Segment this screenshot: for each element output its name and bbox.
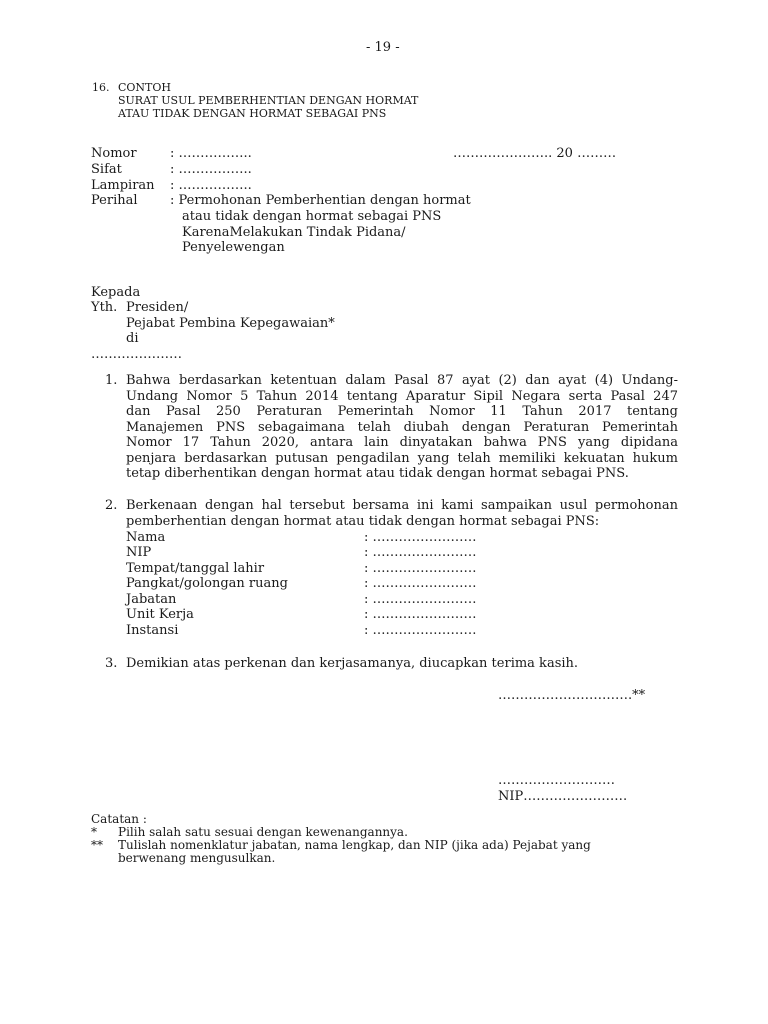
note-1-mark: * [91, 825, 97, 839]
item-1-line: dan Pasal 250 Peraturan Pemerintah Nomor 11 Tahun 2017 tentang [126, 404, 678, 419]
lampiran-label: Lampiran [91, 178, 155, 193]
field-instansi-value: : …………………… [364, 623, 477, 638]
field-nama-value: : …………………… [364, 530, 477, 545]
field-pangkat-label: Pangkat/golongan ruang [126, 576, 288, 591]
field-nama-label: Nama [126, 530, 166, 545]
signature-name-line: ……………………… [498, 773, 615, 788]
recipient-yth: Yth. [91, 300, 118, 315]
item-2-line: Berkenaan dengan hal tersebut bersama ini kami sampaikan usul permohonan [126, 498, 678, 513]
item-2-line: pemberhentian dengan hormat atau tidak dengan hormat sebagai PNS: [126, 514, 600, 529]
item-1-line: tetap diberhentikan dengan hormat atau tidak dengan hormat sebagai PNS. [126, 466, 629, 481]
recipient-line-4: ………………… [91, 347, 182, 362]
field-jabatan-value: : …………………… [364, 592, 477, 607]
heading-number: 16. [92, 81, 110, 94]
field-ttl-label: Tempat/tanggal lahir [126, 561, 265, 576]
perihal-line-2: atau tidak dengan hormat sebagai PNS [182, 209, 442, 224]
recipient-kepada: Kepada [91, 285, 141, 300]
item-1-line: Manajemen PNS sebagaimana telah diubah dengan Peraturan Pemerintah [126, 420, 678, 435]
note-2-line-1: Tulislah nomenklatur jabatan, nama lengkap, dan NIP (jika ada) Pejabat yang [118, 838, 591, 852]
heading-line-3: ATAU TIDAK DENGAN HORMAT SEBAGAI PNS [118, 107, 387, 120]
date-placeholder: ………………….. 20 ……… [453, 146, 617, 161]
heading-line-2: SURAT USUL PEMBERHENTIAN DENGAN HORMAT [118, 94, 419, 107]
item-2-number: 2. [105, 498, 118, 513]
signature-nip-line: NIP…………………… [498, 789, 628, 804]
page-number: - 19 - [366, 40, 400, 55]
lampiran-value: : …………….. [170, 178, 252, 193]
recipient-line-1: Presiden/ [126, 300, 189, 315]
item-1-line: Undang Nomor 5 Tahun 2014 tentang Aparatur Sipil Negara serta Pasal 247 [126, 389, 678, 404]
note-1-text: Pilih salah satu sesuai dengan kewenangannya. [118, 825, 408, 839]
item-1-line: Bahwa berdasarkan ketentuan dalam Pasal 87 ayat (2) dan ayat (4) Undang- [126, 373, 678, 388]
sifat-label: Sifat [91, 162, 122, 177]
nomor-label: Nomor [91, 146, 137, 161]
field-unit-kerja-value: : …………………… [364, 607, 477, 622]
field-nip-label: NIP [126, 545, 152, 560]
recipient-line-3: di [126, 331, 139, 346]
perihal-line-1: : Permohonan Pemberhentian dengan hormat [170, 193, 471, 208]
sifat-value: : …………….. [170, 162, 252, 177]
notes-title: Catatan : [91, 812, 147, 826]
item-3-number: 3. [105, 656, 118, 671]
field-pangkat-value: : …………………… [364, 576, 477, 591]
perihal-line-3: KarenaMelakukan Tindak Pidana/ [182, 225, 406, 240]
signature-title-line: ………………………….** [498, 688, 646, 703]
item-3-text: Demikian atas perkenan dan kerjasamanya, diucapkan terima kasih. [126, 656, 579, 671]
item-1-number: 1. [105, 373, 118, 388]
perihal-label: Perihal [91, 193, 138, 208]
field-instansi-label: Instansi [126, 623, 179, 638]
field-ttl-value: : …………………… [364, 561, 477, 576]
note-2-line-2: berwenang mengusulkan. [118, 851, 276, 865]
recipient-line-2: Pejabat Pembina Kepegawaian* [126, 316, 335, 331]
field-nip-value: : …………………… [364, 545, 477, 560]
note-2-mark: ** [91, 838, 103, 852]
nomor-value: : …………….. [170, 146, 252, 161]
perihal-line-4: Penyelewengan [182, 240, 285, 255]
field-unit-kerja-label: Unit Kerja [126, 607, 194, 622]
heading-line-1: CONTOH [118, 81, 172, 94]
item-1-line: Nomor 17 Tahun 2020, antara lain dinyatakan bahwa PNS yang dipidana [126, 435, 678, 450]
field-jabatan-label: Jabatan [126, 592, 177, 607]
item-1-line: penjara berdasarkan putusan pengadilan yang telah memiliki kekuatan hukum [126, 451, 678, 466]
